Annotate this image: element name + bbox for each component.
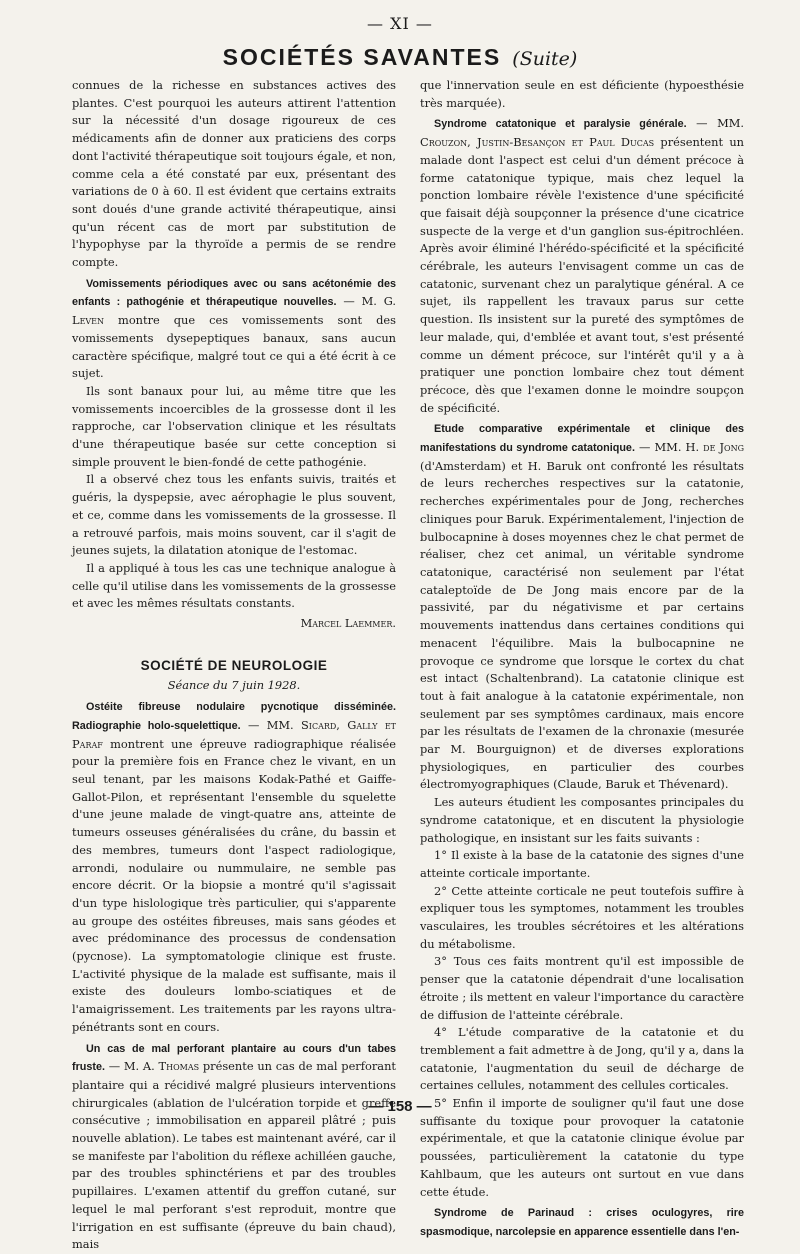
list-item: 3° Tous ces faits montrent qu'il est impossible de penser que la catatonie dépendrait d'une localisation étroite ; ils mettent en valeur l'importance du caractère de diffusion de l'atteinte cérébrale. bbox=[420, 954, 744, 1022]
author: M. A. Thomas bbox=[123, 1059, 200, 1074]
signature: Marcel Laemmer. bbox=[300, 616, 396, 631]
list-item: 1° Il existe à la base de la catatonie des signes d'une atteinte corticale importante. bbox=[420, 848, 744, 880]
paragraph-text: (d'Amsterdam) et H. Baruk ont confronté les résultats de leurs recherches respectives sur la catatonie, recherches expérimentales pour de Jong, recherches cliniques pour Baruk. Expérimentalement, l'injection de bulbocapnine à doses moyennes chez le chat permet de réaliser, chez cet animal, un véritable syndrome catatonique, caractérisé non seulement par l'état cataleptoïde de De Jong mais encore par de la passivité, par du négativisme et par certains mouvements inattendus dans certaines conditions qui menacent l'équilibre. Mais la bulbocapnine ne provoque ce syndrome que lorsque le cortex du chat est intact (Schaltenbrand). La catatonie clinique est tout à fait analogue à la catatonie expérimentale, non seulement par ses symptômes cardinaux, mais encore par les résultats de l'examen de la chronaxie (mesurée par M. Bourguignon) et de diverses explorations physiologiques, en particulier des courbes électromyographiques (Claude, Baruk et Thévenard). bbox=[420, 458, 744, 792]
paragraph: connues de la richesse en substances actives des plantes. C'est pourquoi les auteurs attirent l'attention sur la nécessité d'un dosage rigoureux de ces médicaments afin de donner aux praticiens des corps dont l'activité thérapeutique soit toujours égale, et non, comme cela a été constaté par eux, présentant des variations de 0 à 60. Il est évident que certains extraits sont doués d'une grande activité thérapeutique, ainsi qu'un récent cas de mort par substitution de l'hypophyse par la thyroïde a permis de se rendre compte. bbox=[72, 78, 396, 270]
paragraph-text: montrent une épreuve radiographique réalisée pour la première fois en France chez le vivant, en un seul tenant, par les maisons Kodak-Pathé et Gaiffe-Gallot-Pilon, et représentant l'ensemble du squelette d'une jeune malade de vingt-quatre ans, atteinte de tumeurs osseuses généralisées du crâne, du bassin et des membres, tumeurs dont l'aspect radiologique, arrondi, nodulaire ou nummulaire, ne semble pas encore décrit. Or la biopsie a montré qu'il s'agissait d'un type hislologique très particulier, qui s'apparente au groupe des ostéites fibreuses, mais sans géodes et avec prédominance des processus de condensation (pycnose). La symptomatologie clinique est fruste. L'activité physique de la malade est suffisante, mais il existe des douleurs lombo-sciatiques et de l'amaigrissement. Les traitements par les rayons ultra-pénétrants sont en cours. bbox=[72, 736, 396, 1034]
section-title: SOCIÉTÉS SAVANTES bbox=[222, 44, 502, 70]
author: MM. Sicard, Gally et Paraf bbox=[72, 717, 396, 751]
paragraph: Ils sont banaux pour lui, au même titre que les vomissements incoercibles de la grossesse dont il les rapproche, car l'observation clinique et les résultats d'une thérapeutique basée sur cette conception si simple prouvent le bien-fondé de cette pathogénie. bbox=[72, 383, 396, 469]
paragraph: Syndrome catatonique et paralysie générale. — MM. Crouzon, Justin-Besançon et Paul Ducas présentent un malade dont l'aspect est celui d'un dément précoce à forme catatonique typique, mais chez lequel la ponction lombaire révèle l'existence d'une spécificité que faisait déjà soupçonner la présence d'une cicatrice suspecte de la verge et d'un ganglion sus-épitrochléen. Après avoir éliminé l'hérédo-spécificité et la spécificité cérébrale, les auteurs l'envisagent comme un cas de catatonic, survenant chez un paralytique général. A ce sujet, ils rappellent les travaux parus sur cette question. Ils insistent sur la pureté des symptômes de leur malade, qui, d'emblée et avant tout, s'est présenté comme un dément précoce, sur l'intérêt qu'il y a à pratiquer une ponction lombaire chez tout dément précoce, dès que l'examen donne le moindre soupçon de spécificité. bbox=[420, 116, 745, 415]
paragraph: Un cas de mal perforant plantaire au cours d'un tabes fruste. — M. A. Thomas présente un cas de mal perforant plantaire qui a récidivé malgré plusieurs interventions chirurgicales (ablation de l'ulcération torpide et greffe consécutive ; immobilisation en appareil plâtré ; puis nouvelle ablation). Le tabes est maintenant avéré, car il se manifeste par l'abolition du réflexe achilléen gauche, par des troubles sphinctériens et par des troubles pupillaires. L'examen attentif du greffon cutané, sur lequel le mal perforant s'est reproduit, montre que l'irrigation en est suffisante (épreuve du bain chaud), mais bbox=[72, 1042, 396, 1252]
paragraph: Il a observé chez tous les enfants suivis, traités et guéris, la dyspepsie, avec aérophagie le plus souvent, et ce, comme dans les vomissements de la grossesse. Il a retrouvé parfois, mais moins souvent, car il s'agit de jeunes sujets, la dilatation atonique de l'estomac. bbox=[72, 472, 396, 558]
left-column bbox=[72, 77, 397, 1252]
article-title: Un cas de mal perforant plantaire au cours d'un tabes fruste. bbox=[72, 1042, 396, 1074]
article-title: Syndrome catatonique et paralysie générale. bbox=[434, 118, 687, 131]
paragraph: Vomissements périodiques avec ou sans acétonémie des enfants : pathogénie et thérapeutique nouvelles. — M. G. Leven montre que ces vomissements sont des vomissements dysepeptiques banaux, sans aucun caractère spécifique, malgré tout ce qui a été écrit à ce sujet. bbox=[72, 277, 397, 381]
paragraph bbox=[420, 1204, 744, 1241]
paragraph-text: montre que ces vomissements sont des vomissements dysepeptiques banaux, sans aucun caractère spécifique, malgré tout ce qui a été écrit à ce sujet. bbox=[72, 313, 396, 381]
paragraph-text: présentent un malade dont l'aspect est celui d'un dément précoce à forme catatonique typique, mais chez lequel la ponction lombaire révèle l'existence d'une spécificité que faisait déjà soupçonner la présence d'une cicatrice suspecte de la verge et d'un ganglion sus-épitrochléen. Après avoir éliminé l'hérédo-spécificité et la spécificité cérébrale, les auteurs l'envisagent comme un cas de catatonic, survenant chez un paralytique général. A ce sujet, ils rappellent les travaux parus sur cette question. Ils insistent sur la pureté des symptômes de leur malade, qui, d'emblée et avant tout, s'est présenté comme un dément précoce, sur l'intérêt qu'il y a à pratiquer une ponction lombaire chez tout dément précoce, dès que l'examen donne le moindre soupçon de spécificité. bbox=[420, 135, 744, 415]
list-item: 4° L'étude comparative de la catatonie et du tremblement a fait admettre à de Jong, qu'il y a, dans la catatonie, l'augmentation du seuil de décharge de certaines cellules, notamment des cellules corticales. bbox=[420, 1025, 744, 1093]
article-title: Syndrome de Parinaud : crises oculogyres, rire spasmodique, narcolepsie en apparence essentielle dans l'en- bbox=[420, 1207, 744, 1238]
right-column bbox=[420, 77, 745, 1238]
article-title: Vomissements périodiques avec ou sans acétonémie des enfants : pathogénie et thérapeutique nouvelles. bbox=[72, 277, 396, 309]
author: M. G. Leven bbox=[72, 294, 397, 328]
article-title: Ostéite fibreuse nodulaire pycnotique disséminée. Radiographie holo-squelettique. bbox=[72, 701, 396, 732]
paragraph: Les auteurs étudient les composantes principales du syndrome catatonique, et en discutent la physiologie pathologique, en insistant sur les faits suivants : bbox=[420, 795, 744, 845]
paragraph: Il a appliqué à tous les cas une technique analogue à celle qu'il utilise dans les vomissements de la grossesse et avec les mêmes résultats constants. bbox=[72, 560, 396, 611]
article-title: Etude comparative expérimentale et clinique des manifestations du syndrome catatonique. bbox=[420, 423, 744, 455]
section-suite: (Suite) bbox=[512, 48, 578, 70]
paragraph: que l'innervation seule en est déficiente (hypoesthésie très marquée). bbox=[420, 78, 744, 110]
author: MM. Crouzon, Justin-Besançon et Paul Ducas bbox=[420, 116, 745, 150]
session-date: Séance du 7 juin 1928. bbox=[167, 677, 301, 692]
author: MM. H. de Jong bbox=[654, 440, 744, 455]
section-header bbox=[0, 44, 800, 71]
roman-page-number: — XI — bbox=[367, 14, 433, 33]
list-item: 5° Enfin il importe de souligner qu'il faut une dose suffisante du toxique pour provoquer la catatonie expérimentale, et que la catatonie clinique évolue par poussées, particulièrement la catatonie du type Kahlbaum, que les auteurs ont surtout en vue dans cette étude. bbox=[420, 1096, 744, 1199]
list-item: 2° Cette atteinte corticale ne peut toutefois suffire à expliquer tous les symptomes, notamment les troubles vasculaires, les troubles sécrétoires et les altérations du métabolisme. bbox=[420, 883, 744, 951]
paragraph-text: présente un cas de mal perforant plantaire qui a récidivé malgré plusieurs interventions chirurgicales (ablation de l'ulcération torpide et greffe consécutive ; immobilisation en appareil plâtré ; puis nouvelle ablation). Le tabes est maintenant avéré, car il se manifeste par l'abolition du réflexe achilléen gauche, par des troubles sphinctériens et par des troubles pupillaires. L'examen attentif du greffon cutané, sur lequel le mal perforant s'est reproduit, montre que l'irrigation en est suffisante (épreuve du bain chaud), mais bbox=[72, 1059, 396, 1252]
paragraph: Etude comparative expérimentale et clinique des manifestations du syndrome catatonique. — MM. H. de Jong (d'Amsterdam) et H. Baruk ont confronté les résultats de leurs recherches respectives sur la catatonie, recherches expérimentales pour de Jong, recherches cliniques pour Baruk. Expérimentalement, l'injection de bulbocapnine à doses moyennes chez le chat permet de réaliser, chez cet animal, un véritable syndrome catatonique, caractérisé non seulement par l'état cataleptoïde de De Jong mais encore par de la passivité, par du négativisme et par certains mouvements inattendus dans certaines conditions qui menacent l'équilibre. Mais la bulbocapnine ne provoque ce syndrome que lorsque le cortex du chat est intact (Schaltenbrand). La catatonie clinique est tout à fait analogue à la catatonie expérimentale, non seulement par ses symptômes cardinaux, mais encore par les résultats de l'examen de la chronaxie (mesurée par M. Bourguignon) et de diverses explorations physiologiques, en particulier des courbes électromyographiques (Claude, Baruk et Thévenard). bbox=[420, 423, 744, 792]
society-title: SOCIÉTÉ DE NEUROLOGIE bbox=[140, 657, 328, 673]
page-number: — 158 — bbox=[368, 1098, 432, 1115]
paragraph: Ostéite fibreuse nodulaire pycnotique disséminée. Radiographie holo-squelettique. — MM. Sicard, Gally et Paraf montrent une épreuve radiographique réalisée pour la première fois en France chez le vivant, en un seul tenant, par les maisons Kodak-Pathé et Gaiffe-Gallot-Pilon, et représentant l'ensemble du squelette d'une jeune malade de vingt-quatre ans, atteinte de tumeurs osseuses généralisées du crâne, du bassin et des membres, tumeurs dont l'aspect radiologique, arrondi, nodulaire ou nummulaire, ne semble pas encore décrit. Or la biopsie a montré qu'il s'agissait d'un type hislologique très particulier, qui s'apparente au groupe des ostéites fibreuses, mais sans géodes et avec prédominance des processus de condensation (pycnose). La symptomatologie clinique est fruste. L'activité physique de la malade est suffisante, mais il existe des douleurs lombo-sciatiques et de l'amaigrissement. Les traitements par les rayons ultra-pénétrants sont en cours. bbox=[72, 701, 396, 1034]
